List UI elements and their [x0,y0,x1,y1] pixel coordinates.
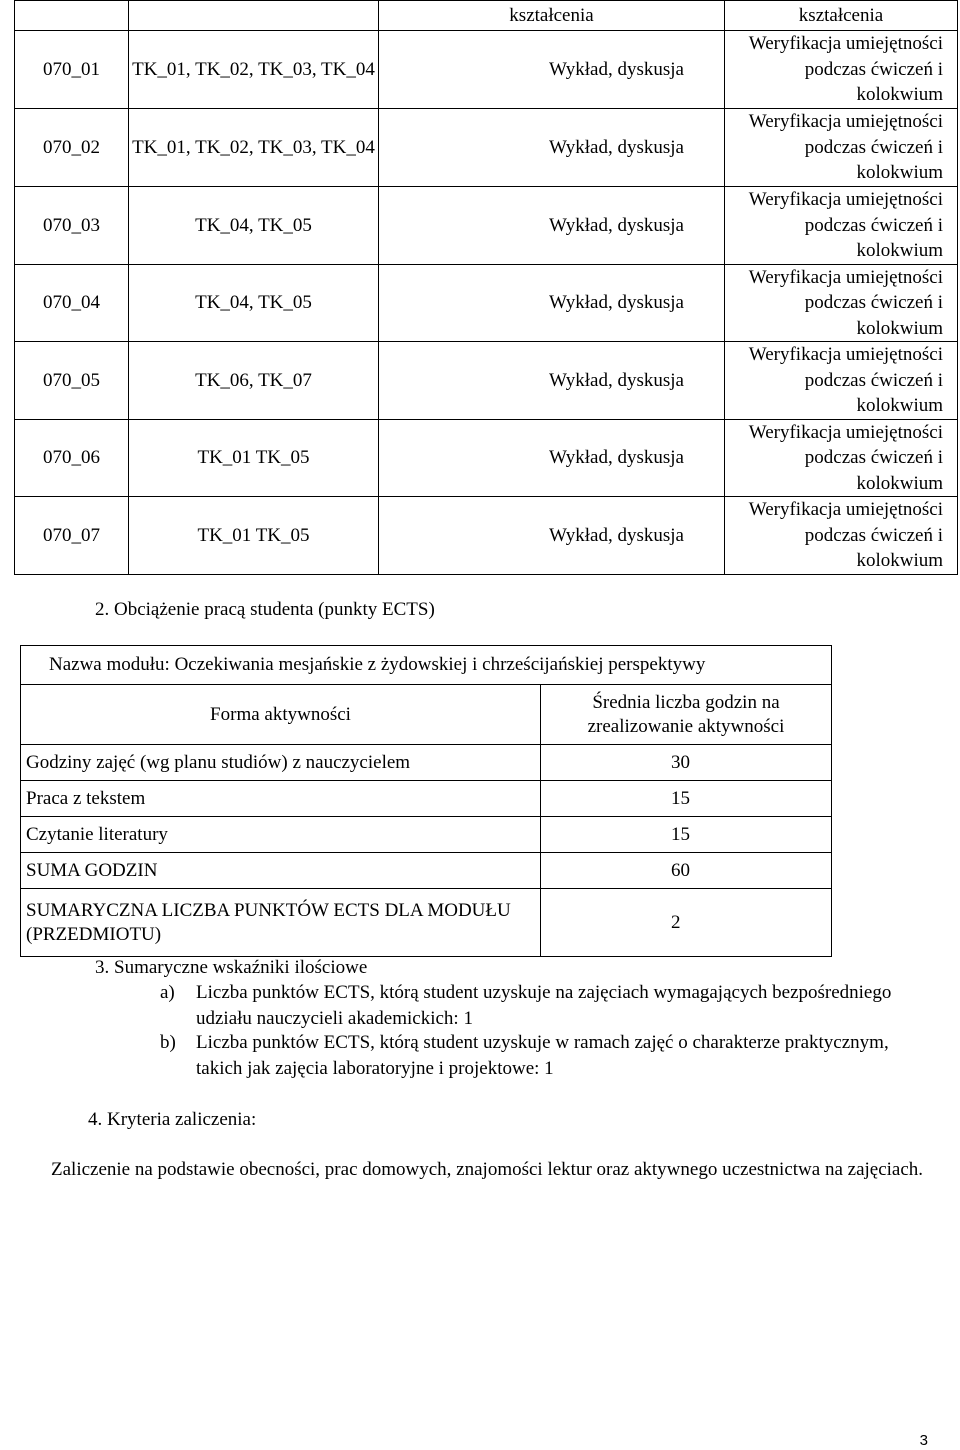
activity-label: Godziny zajęć (wg planu studiów) z nauczycielem [21,745,541,781]
learning-effects-cell: TK_01 TK_05 [129,419,379,497]
assessment-table [14,0,958,575]
teaching-methods-cell: Wykład, dyskusja [379,497,725,575]
table-row [15,31,958,109]
table-row [21,745,832,781]
verification-cell: Weryfikacja umiejętności podczas ćwiczeń i kolokwium [725,109,958,187]
verification-cell: Weryfikacja umiejętności podczas ćwiczeń i kolokwium [725,497,958,575]
activity-hours: 15 [541,781,832,817]
table-row [21,817,832,853]
effect-code-cell: 070_02 [15,109,129,187]
section-3-heading: 3. Sumaryczne wskaźniki ilościowe [95,957,368,978]
table-row [15,264,958,342]
list-item-text: Liczba punktów ECTS, którą student uzyskuje w ramach zajęć o charakterze praktycznym, takich jak zajęcia laboratoryjne i projektowe: 1 [196,1032,889,1079]
learning-effects-cell: TK_06, TK_07 [129,342,379,420]
ects-table [20,645,832,957]
verification-cell: Weryfikacja umiejętności podczas ćwiczeń i kolokwium [725,342,958,420]
list-marker: b) [160,1032,176,1053]
header-cell-verification: kształcenia [725,1,958,31]
teaching-methods-cell: Wykład, dyskusja [379,109,725,187]
ects-total-value: 2 [541,889,832,957]
teaching-methods-cell: Wykład, dyskusja [379,31,725,109]
effect-code-cell: 070_04 [15,264,129,342]
table-header-row [15,1,958,31]
table-row [21,853,832,889]
learning-effects-cell: TK_01, TK_02, TK_03, TK_04 [129,31,379,109]
effect-code-cell: 070_05 [15,342,129,420]
page-number: 3 [919,1432,928,1449]
criteria-paragraph: Zaliczenie na podstawie obecności, prac domowych, znajomości lektur oraz aktywnego uczestnictwa na zajęciach. [51,1159,924,1180]
list-item-text: Liczba punktów ECTS, którą student uzyskuje na zajęciach wymagających bezpośredniego udziału nauczycieli akademickich: 1 [196,982,892,1029]
teaching-methods-cell: Wykład, dyskusja [379,419,725,497]
table-row [15,342,958,420]
activity-hours: 60 [541,853,832,889]
verification-cell: Weryfikacja umiejętności podczas ćwiczeń i kolokwium [725,419,958,497]
table-row [15,187,958,265]
col-hours-header: Średnia liczba godzin na zrealizowanie aktywności [541,685,832,745]
list-item [160,980,900,1031]
effect-code-cell: 070_06 [15,419,129,497]
teaching-methods-cell: Wykład, dyskusja [379,342,725,420]
effect-code-cell: 070_03 [15,187,129,265]
verification-cell: Weryfikacja umiejętności podczas ćwiczeń i kolokwium [725,31,958,109]
learning-effects-cell: TK_04, TK_05 [129,187,379,265]
activity-label: SUMA GODZIN [21,853,541,889]
activity-label: Czytanie literatury [21,817,541,853]
effect-code-cell: 070_07 [15,497,129,575]
teaching-methods-cell: Wykład, dyskusja [379,187,725,265]
ects-total-row [21,889,832,957]
activity-hours: 15 [541,817,832,853]
table-row [15,109,958,187]
module-name: Nazwa modułu: Oczekiwania mesjańskie z żydowskiej i chrześcijańskiej perspektywy [21,646,832,685]
learning-effects-cell: TK_01, TK_02, TK_03, TK_04 [129,109,379,187]
ects-total-label: SUMARYCZNA LICZBA PUNKTÓW ECTS DLA MODUŁU (PRZEDMIOTU) [21,889,541,957]
list-marker: a) [160,982,175,1003]
col-activity-header: Forma aktywności [21,685,541,745]
teaching-methods-cell: Wykład, dyskusja [379,264,725,342]
verification-cell: Weryfikacja umiejętności podczas ćwiczeń i kolokwium [725,264,958,342]
table-row [15,419,958,497]
list-item [160,1030,900,1081]
activity-hours: 30 [541,745,832,781]
table-row [15,497,958,575]
activity-label: Praca z tekstem [21,781,541,817]
learning-effects-cell: TK_01 TK_05 [129,497,379,575]
header-cell-methods: kształcenia [379,1,725,31]
learning-effects-cell: TK_04, TK_05 [129,264,379,342]
effect-code-cell: 070_01 [15,31,129,109]
section-4-heading: 4. Kryteria zaliczenia: [88,1109,257,1130]
verification-cell: Weryfikacja umiejętności podczas ćwiczeń i kolokwium [725,187,958,265]
section-2-heading: 2. Obciążenie pracą studenta (punkty ECTS) [95,599,435,620]
table-row [21,781,832,817]
